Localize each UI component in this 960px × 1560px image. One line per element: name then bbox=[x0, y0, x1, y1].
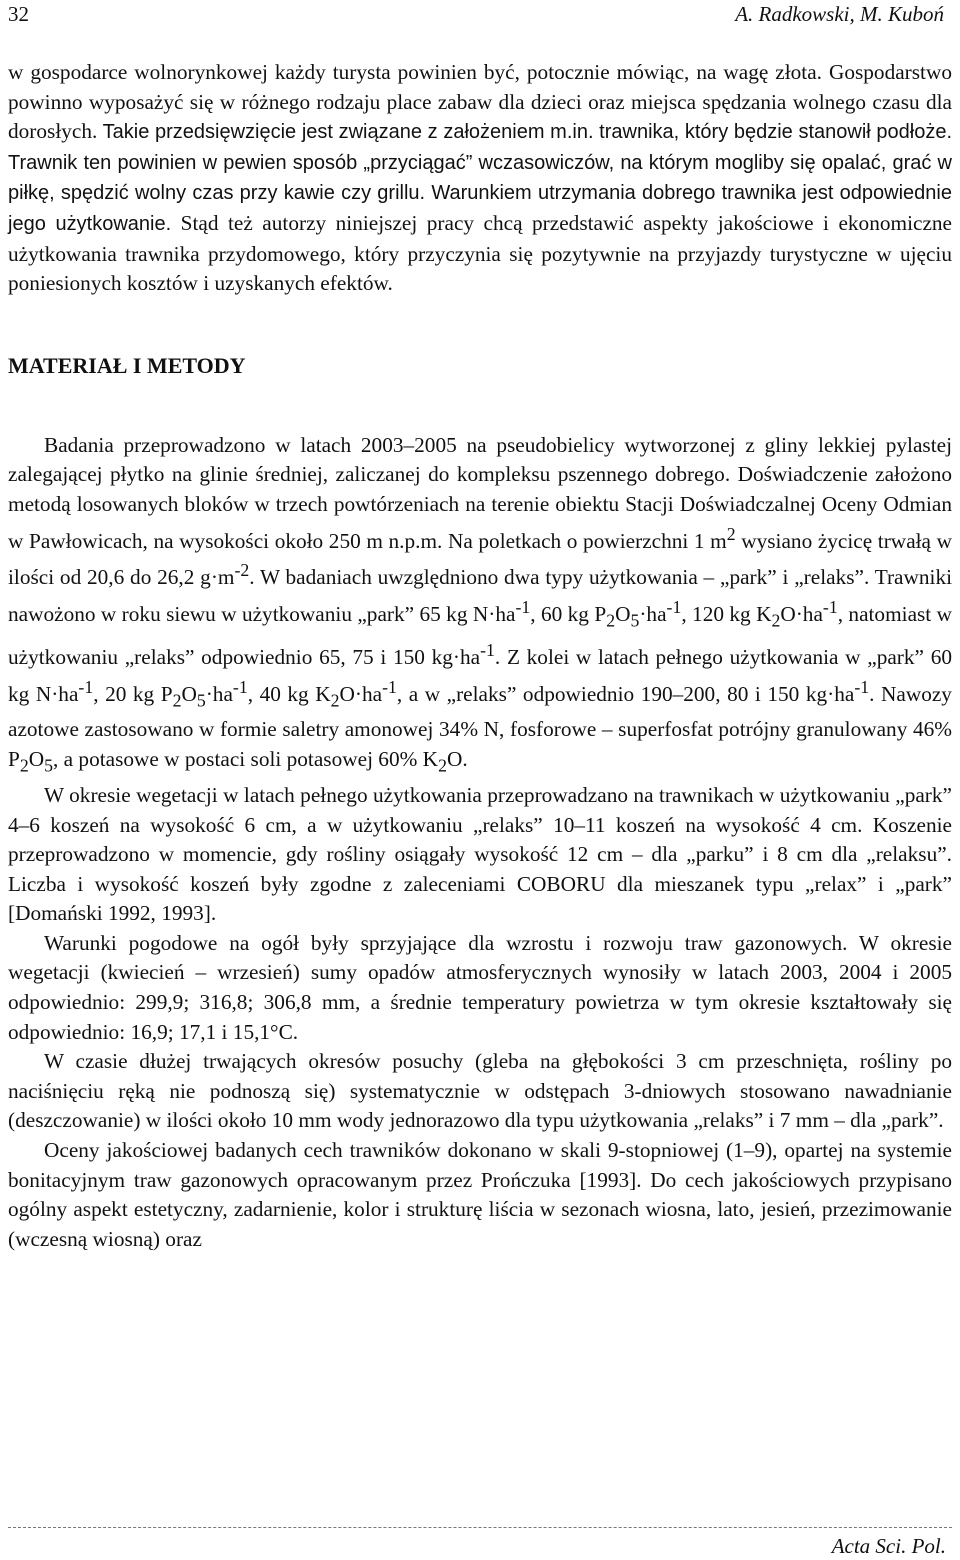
p1-sup2: -2 bbox=[234, 560, 250, 581]
page-number: 32 bbox=[8, 2, 29, 26]
page-body bbox=[8, 58, 952, 1254]
section-heading: MATERIAŁ I METODY bbox=[8, 352, 246, 378]
footer-divider bbox=[8, 1527, 952, 1528]
p1-d: , 60 kg P bbox=[530, 602, 607, 626]
p1-o: O·ha bbox=[339, 681, 383, 706]
p1-b: wysiano życicę trwałą w ilości od 20,6 do 26,2 g·m bbox=[8, 528, 952, 590]
p1-sup6: -1 bbox=[480, 639, 495, 660]
methods-paragraph-3: Warunki pogodowe na ogół były sprzyjające dla wzrostu i rozwoju traw gazonowych. W okresie wegetacji (kwiecień – wrzesień) sumy opadów atmosferycznych wynosiły w latach 2003, 2004 i 2005 odpowiednio: 299,9; 316,8; 306,8 mm, a średnie temperatury powietrza w tym okresie kształtowały się odpowiednio: 16,9; 17,1 i 15,1°C. bbox=[8, 930, 952, 1044]
p1-sub5: 5 bbox=[196, 689, 206, 710]
intro-text-b: Stąd też autorzy niniejszej pracy chcą przedstawić aspekty jakościowe i ekonomiczne użytkowania trawnika przydomowego, który przyczynia się pozytywnie na przyjazdy turystyczne w ujęciu poniesionych kosztów i uzyskanych efektów. bbox=[8, 210, 952, 296]
p1-c: . W badaniach uwzględniono dwa typy użytkowania – „park” i „relaks”. Trawniki nawożono w roku siewu w użytkowaniu „park” 65 kg N·ha bbox=[8, 565, 953, 626]
p1-sup9: -1 bbox=[382, 676, 397, 697]
p1-g: , 120 kg K bbox=[681, 602, 772, 626]
p1-t: O. bbox=[446, 747, 468, 772]
p1-f: ·ha bbox=[639, 602, 667, 626]
p1-sub7: 2 bbox=[19, 755, 29, 776]
p1-sup3: -1 bbox=[515, 596, 531, 617]
p1-h: O·ha bbox=[780, 602, 823, 626]
methods-paragraph-2: W okresie wegetacji w latach pełnego użytkowania przeprowadzano na trawnikach w użytkowaniu „park” 4–6 koszeń na wysokość 6 cm, a w użytkowaniu „relaks” 10–11 koszeń na wysokość 4 cm. Koszenie przeprowadzono w momencie, gdy rośliny osiągały wysokość 12 cm – dla „parku” i 8 cm dla „relaksu”. Liczba i wysokość koszeń były zgodne z zaleceniami COBORU dla mieszanek typu „relax” i „park” [Domański 1992, 1993]. bbox=[8, 782, 952, 926]
methods-paragraph-1 bbox=[8, 431, 952, 781]
p1-e: O bbox=[615, 602, 631, 626]
p1-sup8: -1 bbox=[232, 676, 248, 697]
p1-l: O bbox=[181, 681, 197, 706]
running-head: A. Radkowski, M. Kuboń bbox=[735, 2, 944, 26]
p1-j: . Z kolei w latach pełnego użytkowania w „park” 60 kg N·ha bbox=[8, 644, 952, 706]
p1-sub1: 2 bbox=[606, 610, 616, 631]
intro-text-a: w gospodarce wolnorynkowej każdy turysta powinien być, potocznie mówiąc, na wagę złota. Gospodarstwo powinno wyposażyć się w różnego rodzaju place zabaw dla dzieci oraz miejsca spędzania wolnego czasu dla dorosłych. bbox=[8, 60, 952, 144]
p1-sup5: -1 bbox=[822, 596, 838, 617]
p1-r: O bbox=[28, 747, 45, 772]
p1-sub6: 2 bbox=[330, 689, 340, 710]
intro-paragraph bbox=[8, 58, 952, 299]
intro-text-sans: Takie przedsięwzięcie jest związane z założeniem m.in. trawnika, który będzie stanowił podłoże. Trawnik ten powinien w pewien sposób „przyciągać” wczasowiczów, na którym mogliby się opalać, grać w piłkę, spędzić wolny czas przy kawie czy grillu. Warunkiem utrzymania dobrego trawnika jest odpowiednie jego użytkowanie. bbox=[8, 121, 952, 235]
p1-sub9: 2 bbox=[438, 755, 447, 776]
p1-sub4: 2 bbox=[172, 689, 182, 710]
footer-journal: Acta Sci. Pol. bbox=[831, 1534, 946, 1558]
p1-p: , a w „relaks” odpowiednio 190–200, 80 i 150 kg·ha bbox=[396, 681, 855, 706]
p1-sup1: 2 bbox=[726, 523, 736, 544]
p1-sub2: 5 bbox=[630, 610, 640, 631]
p1-sub3: 2 bbox=[771, 610, 781, 631]
methods-paragraph-5: Oceny jakościowej badanych cech trawników dokonano w skali 9-stopniowej (1–9), opartej na systemie bonitacyjnym traw gazonowych opracowanym przez Prończuka [1993]. Do cech jakościowych przypisano ogólny aspekt estetyczny, zadarnienie, kolor i strukturę liścia w sezonach wiosna, lato, jesień, przezimowanie (wczesną wiosną) oraz bbox=[8, 1138, 952, 1251]
methods-paragraph-4: W czasie dłużej trwających okresów posuchy (gleba na głębokości 3 cm przeschnięta, rośliny po naciśnięciu ręką nie podnoszą się) systematycznie w odstępach 3-dniowych stosowano nawadnianie (deszczowanie) w ilości około 10 mm wody jednorazowo dla typu użytkowania „relaks” i 7 mm – dla „park”. bbox=[8, 1049, 952, 1133]
p1-s: , a potasowe w postaci soli potasowej 60% K bbox=[53, 747, 439, 772]
p1-sup4: -1 bbox=[666, 596, 682, 617]
p1-sup10: -1 bbox=[854, 676, 870, 697]
p1-n: , 40 kg K bbox=[247, 681, 331, 706]
page-header bbox=[8, 2, 952, 30]
p1-m: ·ha bbox=[205, 681, 233, 706]
p1-k: , 20 kg P bbox=[93, 681, 173, 706]
p1-i: , natomiast w użytkowaniu „relaks” odpowiednio 65, 75 i 150 kg·ha bbox=[8, 602, 952, 669]
p1-sup7: -1 bbox=[78, 676, 94, 697]
p1-a: Badania przeprowadzono w latach 2003–2005 na pseudobielicy wytworzonej z gliny lekkiej pylastej zalegającej płytko na glinie średniej, zaliczanej do kompleksu pszennego dobrego. Doświadczenie założono metodą losowanych bloków w trzech powtórzeniach na terenie obiektu Stacji Doświadczalnej Oceny Odmian w Pawłowicach, na wysokości około 250 m n.p.m. Na poletkach o powierzchni 1 m bbox=[8, 432, 952, 553]
p1-sub8: 5 bbox=[44, 755, 53, 776]
p1-q: . Nawozy azotowe zastosowano w formie saletry amonowej 34% N, fosforowe – superfosfat potrójny granulowany 46% P bbox=[8, 681, 952, 772]
